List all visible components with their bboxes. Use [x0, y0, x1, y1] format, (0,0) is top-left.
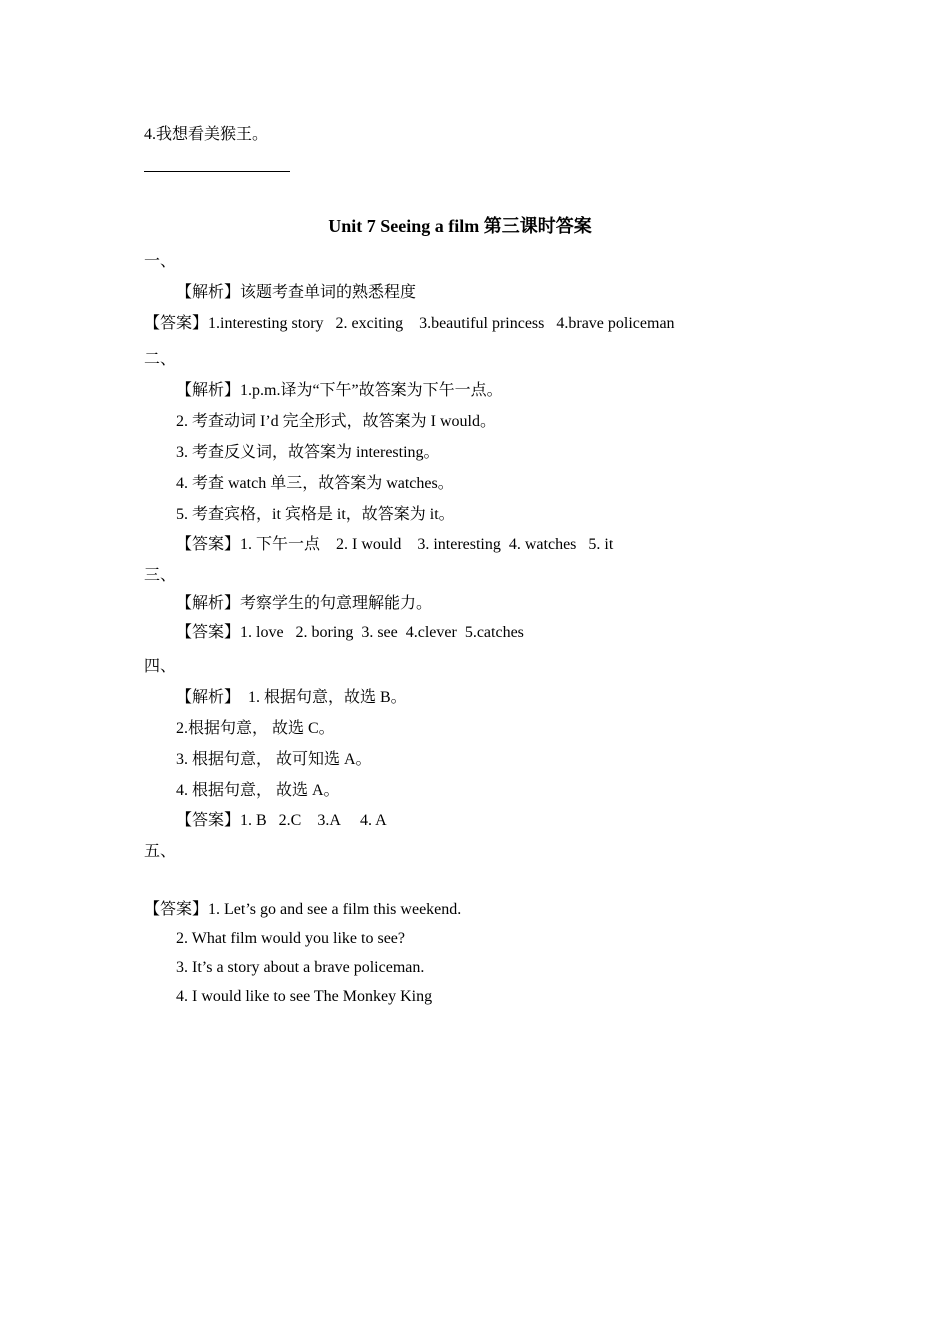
- section-4-answer: 【答案】1. B 2.C 3.A 4. A: [176, 812, 387, 829]
- section-4-line-3: 3. 根据句意， 故可知选 A。: [176, 751, 372, 768]
- section-2-heading: 二、: [144, 351, 177, 368]
- section-5-heading: 五、: [144, 843, 177, 860]
- page-title-text: Unit 7 Seeing a film 第三课时答案: [328, 216, 592, 236]
- section-2-line-2: 2. 考查动词 I’d 完全形式，故答案为 I would。: [176, 413, 496, 430]
- section-2-line-5: 5. 考查宾格，it 宾格是 it，故答案为 it。: [176, 506, 455, 523]
- section-5-answer-2: 2. What film would you like to see?: [176, 930, 405, 947]
- section-3-answer: 【答案】1. love 2. boring 3. see 4.clever 5.catches: [176, 624, 524, 641]
- section-3-analysis: 【解析】考察学生的句意理解能力。: [176, 595, 433, 612]
- section-1-heading: 一、: [144, 253, 177, 270]
- section-5-answer-4: 4. I would like to see The Monkey King: [176, 988, 433, 1005]
- section-2-line-3: 3. 考查反义词，故答案为 interesting。: [176, 444, 440, 461]
- section-4-line-2: 2.根据句意， 故选 C。: [176, 720, 335, 737]
- section-3-heading: 三、: [144, 567, 177, 584]
- section-2-answer: 【答案】1. 下午一点 2. I would 3. interesting 4. watches 5. it: [176, 536, 614, 553]
- section-5-answer-3: 3. It’s a story about a brave policeman.: [176, 959, 425, 976]
- section-4-heading: 四、: [144, 658, 177, 675]
- answer-blank-line: [144, 171, 290, 172]
- section-1-analysis: 【解析】该题考查单词的熟悉程度: [176, 284, 417, 301]
- section-5-answer-1: 【答案】1. Let’s go and see a film this weekend.: [144, 901, 462, 918]
- section-1-answer: 【答案】1.interesting story 2. exciting 3.beautiful princess 4.brave policeman: [144, 315, 675, 332]
- section-2-line-4: 4. 考查 watch 单三，故答案为 watches。: [176, 475, 454, 492]
- page-title: [0, 214, 950, 238]
- top-sentence: 4.我想看美猴王。: [144, 126, 269, 143]
- section-4-line-1: 【解析】 1. 根据句意，故选 B。: [176, 689, 407, 706]
- section-2-line-1: 【解析】1.p.m.译为“下午”故答案为下午一点。: [176, 382, 503, 399]
- section-4-line-4: 4. 根据句意， 故选 A。: [176, 782, 340, 799]
